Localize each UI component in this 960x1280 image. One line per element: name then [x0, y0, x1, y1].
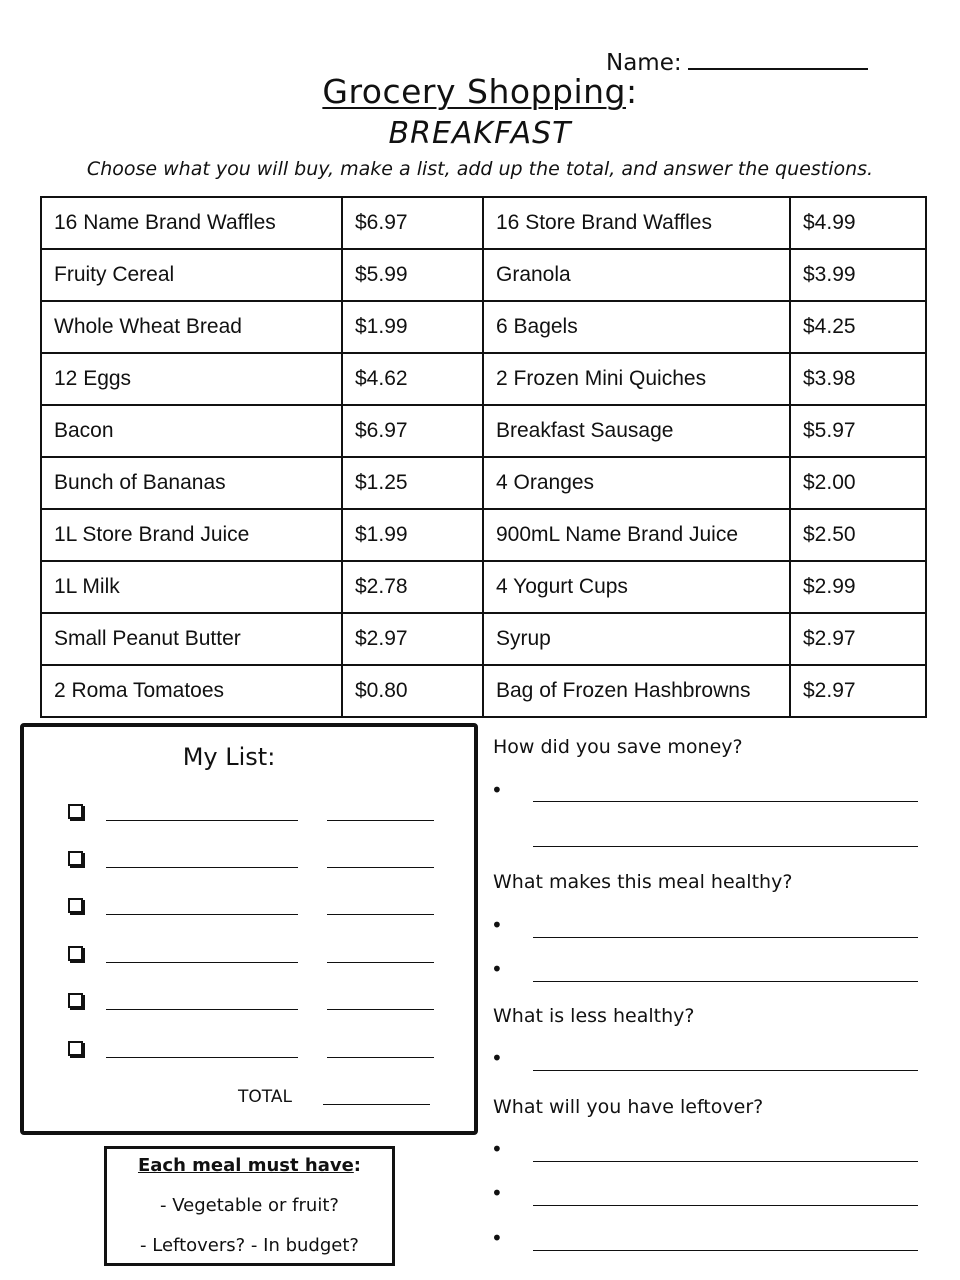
price-blank-line[interactable]: [327, 820, 434, 821]
price-cell: $2.00: [790, 457, 926, 509]
answer-blank-line[interactable]: [533, 1205, 918, 1206]
list-entry: [0, 993, 480, 1023]
requirements-title-colon: :: [353, 1155, 361, 1176]
item-blank-line[interactable]: [106, 820, 298, 821]
price-blank-line[interactable]: [327, 1057, 434, 1058]
bullet-icon: •: [491, 957, 503, 981]
checkbox[interactable]: [68, 851, 83, 866]
price-cell: $3.99: [790, 249, 926, 301]
name-blank-line[interactable]: [688, 46, 868, 70]
requirements-box: [104, 1146, 395, 1266]
requirement-line: - Leftovers? - In budget?: [140, 1235, 359, 1256]
price-cell: $1.99: [342, 301, 483, 353]
item-cell: 4 Yogurt Cups: [483, 561, 790, 613]
price-cell: $4.25: [790, 301, 926, 353]
question-text: What is less healthy?: [493, 1005, 695, 1027]
checkbox[interactable]: [68, 946, 83, 961]
checkbox[interactable]: [68, 993, 83, 1008]
page-title: [0, 72, 960, 111]
item-cell: Bag of Frozen Hashbrowns: [483, 665, 790, 717]
answer-blank-line[interactable]: [533, 937, 918, 938]
bullet-icon: •: [491, 913, 503, 937]
answer-blank-line[interactable]: [533, 801, 918, 802]
list-entry: [0, 898, 480, 928]
bullet-icon: •: [491, 1046, 503, 1070]
question-text: What makes this meal healthy?: [493, 871, 793, 893]
question-text: What will you have leftover?: [493, 1096, 764, 1118]
name-label: Name:: [606, 50, 682, 76]
price-row: [41, 665, 926, 717]
price-row: [41, 613, 926, 665]
item-blank-line[interactable]: [106, 962, 298, 963]
item-cell: 900mL Name Brand Juice: [483, 509, 790, 561]
item-cell: 2 Frozen Mini Quiches: [483, 353, 790, 405]
price-cell: $6.97: [342, 197, 483, 249]
price-cell: $4.99: [790, 197, 926, 249]
price-row: [41, 457, 926, 509]
answer-blank-line[interactable]: [533, 1161, 918, 1162]
item-cell: Bunch of Bananas: [41, 457, 342, 509]
item-cell: Syrup: [483, 613, 790, 665]
title-text: Grocery Shopping: [322, 72, 626, 111]
list-entry: [0, 1041, 480, 1071]
item-cell: 16 Name Brand Waffles: [41, 197, 342, 249]
answer-blank-line[interactable]: [533, 981, 918, 982]
answer-blank-line[interactable]: [533, 1250, 918, 1251]
price-table: [40, 196, 927, 718]
price-cell: $2.97: [790, 613, 926, 665]
price-row: [41, 249, 926, 301]
price-cell: $5.97: [790, 405, 926, 457]
price-row: [41, 301, 926, 353]
item-blank-line[interactable]: [106, 1009, 298, 1010]
price-row: [41, 197, 926, 249]
price-row: [41, 509, 926, 561]
item-cell: Small Peanut Butter: [41, 613, 342, 665]
price-blank-line[interactable]: [327, 867, 434, 868]
item-cell: 16 Store Brand Waffles: [483, 197, 790, 249]
question-text: How did you save money?: [493, 736, 743, 758]
price-cell: $2.97: [790, 665, 926, 717]
list-entry: [0, 946, 480, 976]
price-row: [41, 353, 926, 405]
price-cell: $2.78: [342, 561, 483, 613]
page-subtitle: BREAKFAST: [388, 116, 572, 151]
item-cell: 12 Eggs: [41, 353, 342, 405]
price-blank-line[interactable]: [327, 962, 434, 963]
item-cell: 1L Store Brand Juice: [41, 509, 342, 561]
price-blank-line[interactable]: [327, 1009, 434, 1010]
answer-blank-line[interactable]: [533, 846, 918, 847]
list-entry: [0, 804, 480, 834]
item-cell: 4 Oranges: [483, 457, 790, 509]
total-label: TOTAL: [238, 1087, 292, 1107]
list-entry: [0, 851, 480, 881]
item-cell: 2 Roma Tomatoes: [41, 665, 342, 717]
price-cell: $6.97: [342, 405, 483, 457]
item-cell: 6 Bagels: [483, 301, 790, 353]
item-cell: Fruity Cereal: [41, 249, 342, 301]
instructions: Choose what you will buy, make a list, add up the total, and answer the questions.: [86, 158, 874, 180]
price-cell: $2.99: [790, 561, 926, 613]
requirement-line: - Vegetable or fruit?: [160, 1195, 339, 1216]
item-blank-line[interactable]: [106, 914, 298, 915]
price-cell: $0.80: [342, 665, 483, 717]
total-blank-line[interactable]: [323, 1104, 430, 1105]
price-cell: $3.98: [790, 353, 926, 405]
checkbox[interactable]: [68, 898, 83, 913]
price-row: [41, 561, 926, 613]
bullet-icon: •: [491, 778, 503, 802]
answer-blank-line[interactable]: [533, 1070, 918, 1071]
checkbox[interactable]: [68, 1041, 83, 1056]
price-cell: $4.62: [342, 353, 483, 405]
price-row: [41, 405, 926, 457]
my-list-box: [20, 723, 478, 1135]
requirements-title: [107, 1155, 392, 1176]
item-cell: Breakfast Sausage: [483, 405, 790, 457]
item-cell: Whole Wheat Bread: [41, 301, 342, 353]
bullet-icon: •: [491, 1226, 503, 1250]
price-cell: $2.97: [342, 613, 483, 665]
item-cell: Bacon: [41, 405, 342, 457]
checkbox[interactable]: [68, 804, 83, 819]
requirements-title-text: Each meal must have: [137, 1155, 354, 1176]
item-cell: 1L Milk: [41, 561, 342, 613]
price-blank-line[interactable]: [327, 914, 434, 915]
bullet-icon: •: [491, 1181, 503, 1205]
item-blank-line[interactable]: [106, 1057, 298, 1058]
my-list-title: My List:: [182, 743, 276, 771]
item-cell: Granola: [483, 249, 790, 301]
title-colon: :: [626, 72, 638, 111]
bullet-icon: •: [491, 1137, 503, 1161]
price-cell: $5.99: [342, 249, 483, 301]
item-blank-line[interactable]: [106, 867, 298, 868]
price-cell: $1.25: [342, 457, 483, 509]
price-cell: $1.99: [342, 509, 483, 561]
price-cell: $2.50: [790, 509, 926, 561]
